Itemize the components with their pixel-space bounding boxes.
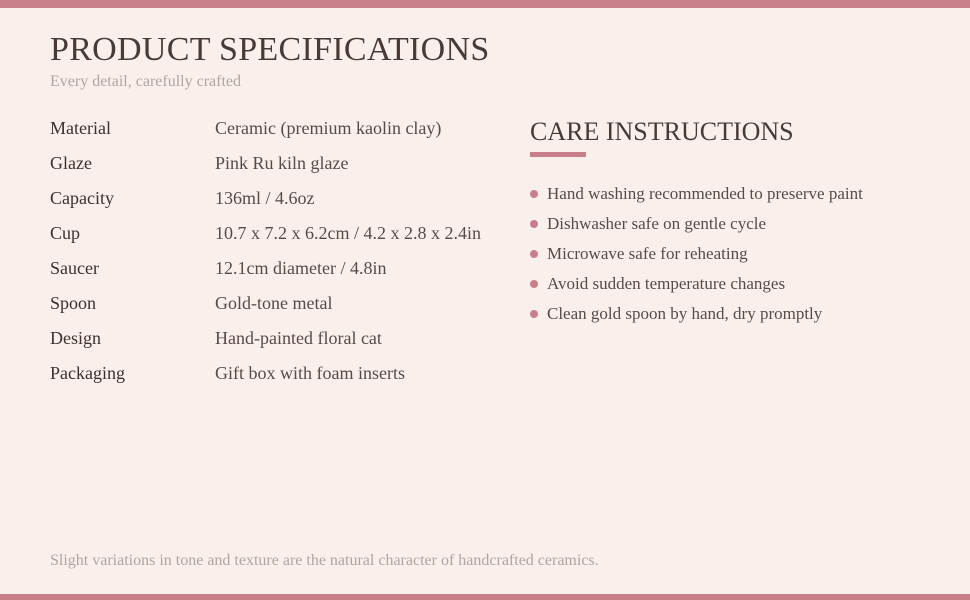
spec-value: Gold-tone metal — [215, 293, 333, 313]
care-item-text: Dishwasher safe on gentle cycle — [547, 214, 767, 233]
spec-label: Packaging — [50, 363, 125, 383]
spec-row-capacity — [50, 181, 510, 216]
spec-row-glaze — [50, 146, 510, 181]
spec-value: 12.1cm diameter / 4.8in — [215, 258, 387, 278]
spec-row-design — [50, 321, 510, 356]
top-accent-bar — [0, 0, 970, 8]
footnote: Slight variations in tone and texture are the natural character of handcrafted ceramics. — [50, 552, 599, 569]
care-item — [530, 239, 940, 269]
care-item-text: Microwave safe for reheating — [547, 244, 748, 263]
spec-label: Spoon — [50, 293, 97, 313]
spec-label: Cup — [50, 223, 81, 243]
care-instructions-section — [530, 116, 940, 329]
spec-table — [50, 111, 510, 391]
spec-row-saucer — [50, 251, 510, 286]
page-title: PRODUCT SPECIFICATIONS — [50, 31, 490, 68]
bullet-dot-icon — [530, 280, 538, 288]
bullet-dot-icon — [530, 250, 538, 258]
care-item — [530, 299, 940, 329]
bottom-accent-bar — [0, 594, 970, 600]
care-title-underline — [530, 152, 586, 157]
spec-label: Glaze — [50, 153, 92, 173]
bullet-dot-icon — [530, 220, 538, 228]
spec-row-cup — [50, 216, 510, 251]
spec-value: Gift box with foam inserts — [215, 363, 405, 383]
care-item — [530, 209, 940, 239]
spec-value: Ceramic (premium kaolin clay) — [215, 118, 442, 138]
bullet-dot-icon — [530, 190, 538, 198]
spec-value: 10.7 x 7.2 x 6.2cm / 4.2 x 2.8 x 2.4in — [215, 223, 481, 243]
care-item-text: Avoid sudden temperature changes — [547, 274, 786, 293]
care-item-text: Hand washing recommended to preserve paint — [547, 184, 863, 203]
bullet-dot-icon — [530, 310, 538, 318]
care-title: CARE INSTRUCTIONS — [530, 117, 794, 146]
page-subtitle: Every detail, carefully crafted — [50, 73, 241, 90]
spec-label: Saucer — [50, 258, 99, 278]
care-item — [530, 269, 940, 299]
spec-value: Hand-painted floral cat — [215, 328, 382, 348]
spec-row-material — [50, 111, 510, 146]
care-list — [530, 179, 940, 329]
spec-row-packaging — [50, 356, 510, 391]
care-item-text: Clean gold spoon by hand, dry promptly — [547, 304, 823, 323]
spec-label: Material — [50, 118, 111, 138]
spec-value: Pink Ru kiln glaze — [215, 153, 349, 173]
spec-value: 136ml / 4.6oz — [215, 188, 315, 208]
care-item — [530, 179, 940, 209]
spec-label: Design — [50, 328, 101, 348]
spec-row-spoon — [50, 286, 510, 321]
spec-label: Capacity — [50, 188, 114, 208]
